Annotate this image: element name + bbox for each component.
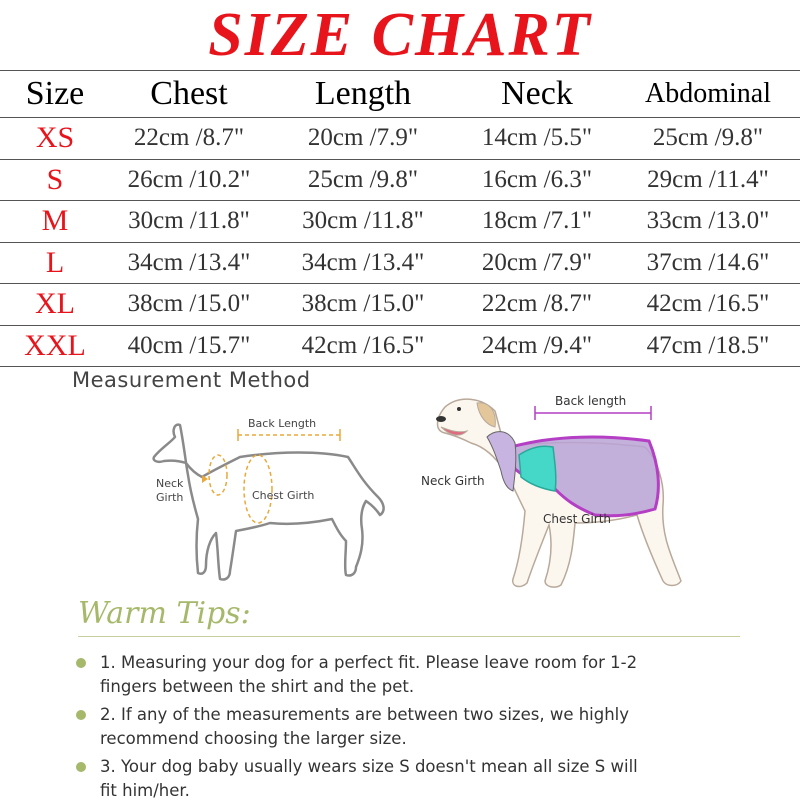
tip-text-line: fingers between the shirt and the pet. bbox=[100, 677, 415, 696]
neck-girth-label: Neck bbox=[156, 477, 184, 490]
chest-cell: 22cm /8.7" bbox=[110, 118, 268, 160]
chest-girth-label: Chest Girth bbox=[543, 512, 612, 526]
bullet-icon bbox=[76, 710, 86, 720]
abdominal-cell: 33cm /13.0" bbox=[616, 201, 800, 243]
length-cell: 38cm /15.0" bbox=[268, 284, 458, 326]
size-table bbox=[0, 70, 800, 367]
chest-cell: 34cm /13.4" bbox=[110, 242, 268, 284]
header-neck: Neck bbox=[458, 71, 616, 118]
length-cell: 25cm /9.8" bbox=[268, 159, 458, 201]
chest-cell: 26cm /10.2" bbox=[110, 159, 268, 201]
table-row bbox=[0, 201, 800, 243]
dog-nose-icon bbox=[436, 416, 446, 422]
abdominal-cell: 47cm /18.5" bbox=[616, 325, 800, 367]
neck-cell: 14cm /5.5" bbox=[458, 118, 616, 160]
table-row bbox=[0, 284, 800, 326]
dog-outline-diagram bbox=[140, 405, 400, 590]
neck-girth-label: Neck Girth bbox=[421, 474, 485, 488]
dog-outline-icon bbox=[154, 425, 384, 580]
neck-cell: 16cm /6.3" bbox=[458, 159, 616, 201]
neck-cell: 24cm /9.4" bbox=[458, 325, 616, 367]
bullet-icon bbox=[76, 658, 86, 668]
neck-cell: 18cm /7.1" bbox=[458, 201, 616, 243]
header-chest: Chest bbox=[110, 71, 268, 118]
chest-girth-label: Chest Girth bbox=[252, 489, 315, 502]
table-row bbox=[0, 159, 800, 201]
neck-cell: 20cm /7.9" bbox=[458, 242, 616, 284]
length-cell: 34cm /13.4" bbox=[268, 242, 458, 284]
neck-cell: 22cm /8.7" bbox=[458, 284, 616, 326]
neck-girth-label: Girth bbox=[156, 491, 184, 504]
tip-text-line: fit him/her. bbox=[100, 781, 190, 800]
length-cell: 30cm /11.8" bbox=[268, 201, 458, 243]
size-cell: S bbox=[0, 159, 110, 201]
tips-divider bbox=[78, 636, 740, 637]
warm-tips-title: Warm Tips: bbox=[78, 596, 251, 631]
vest-hood bbox=[487, 432, 516, 491]
size-cell: L bbox=[0, 242, 110, 284]
header-abdominal: Abdominal bbox=[616, 71, 800, 118]
back-length-label: Back Length bbox=[248, 417, 317, 430]
table-row bbox=[0, 242, 800, 284]
chest-cell: 38cm /15.0" bbox=[110, 284, 268, 326]
tip-item bbox=[72, 755, 762, 803]
back-length-label: Back length bbox=[555, 394, 627, 408]
abdominal-cell: 29cm /11.4" bbox=[616, 159, 800, 201]
abdominal-cell: 25cm /9.8" bbox=[616, 118, 800, 160]
dog-vest-diagram bbox=[415, 385, 715, 595]
dog-eye-icon bbox=[457, 407, 461, 411]
size-cell: XL bbox=[0, 284, 110, 326]
header-length: Length bbox=[268, 71, 458, 118]
length-cell: 20cm /7.9" bbox=[268, 118, 458, 160]
size-cell: XS bbox=[0, 118, 110, 160]
tip-text-line: 1. Measuring your dog for a perfect fit. Please leave room for 1-2 bbox=[100, 653, 638, 672]
tip-item bbox=[72, 703, 762, 751]
measurement-method-title: Measurement Method bbox=[72, 368, 311, 392]
tips-list bbox=[72, 651, 762, 807]
tip-text-line: 3. Your dog baby usually wears size S doesn't mean all size S will bbox=[100, 757, 638, 776]
tip-text-line: 2. If any of the measurements are between two sizes, we highly bbox=[100, 705, 630, 724]
chest-cell: 30cm /11.8" bbox=[110, 201, 268, 243]
size-cell: M bbox=[0, 201, 110, 243]
tip-item bbox=[72, 651, 762, 699]
abdominal-cell: 42cm /16.5" bbox=[616, 284, 800, 326]
table-header-row bbox=[0, 71, 800, 118]
table-row bbox=[0, 118, 800, 160]
header-size: Size bbox=[0, 71, 110, 118]
chest-cell: 40cm /15.7" bbox=[110, 325, 268, 367]
length-cell: 42cm /16.5" bbox=[268, 325, 458, 367]
abdominal-cell: 37cm /14.6" bbox=[616, 242, 800, 284]
size-chart-title: SIZE CHART bbox=[208, 1, 592, 69]
table-row bbox=[0, 325, 800, 367]
tip-text-line: recommend choosing the larger size. bbox=[100, 729, 407, 748]
size-cell: XXL bbox=[0, 325, 110, 367]
bullet-icon bbox=[76, 762, 86, 772]
